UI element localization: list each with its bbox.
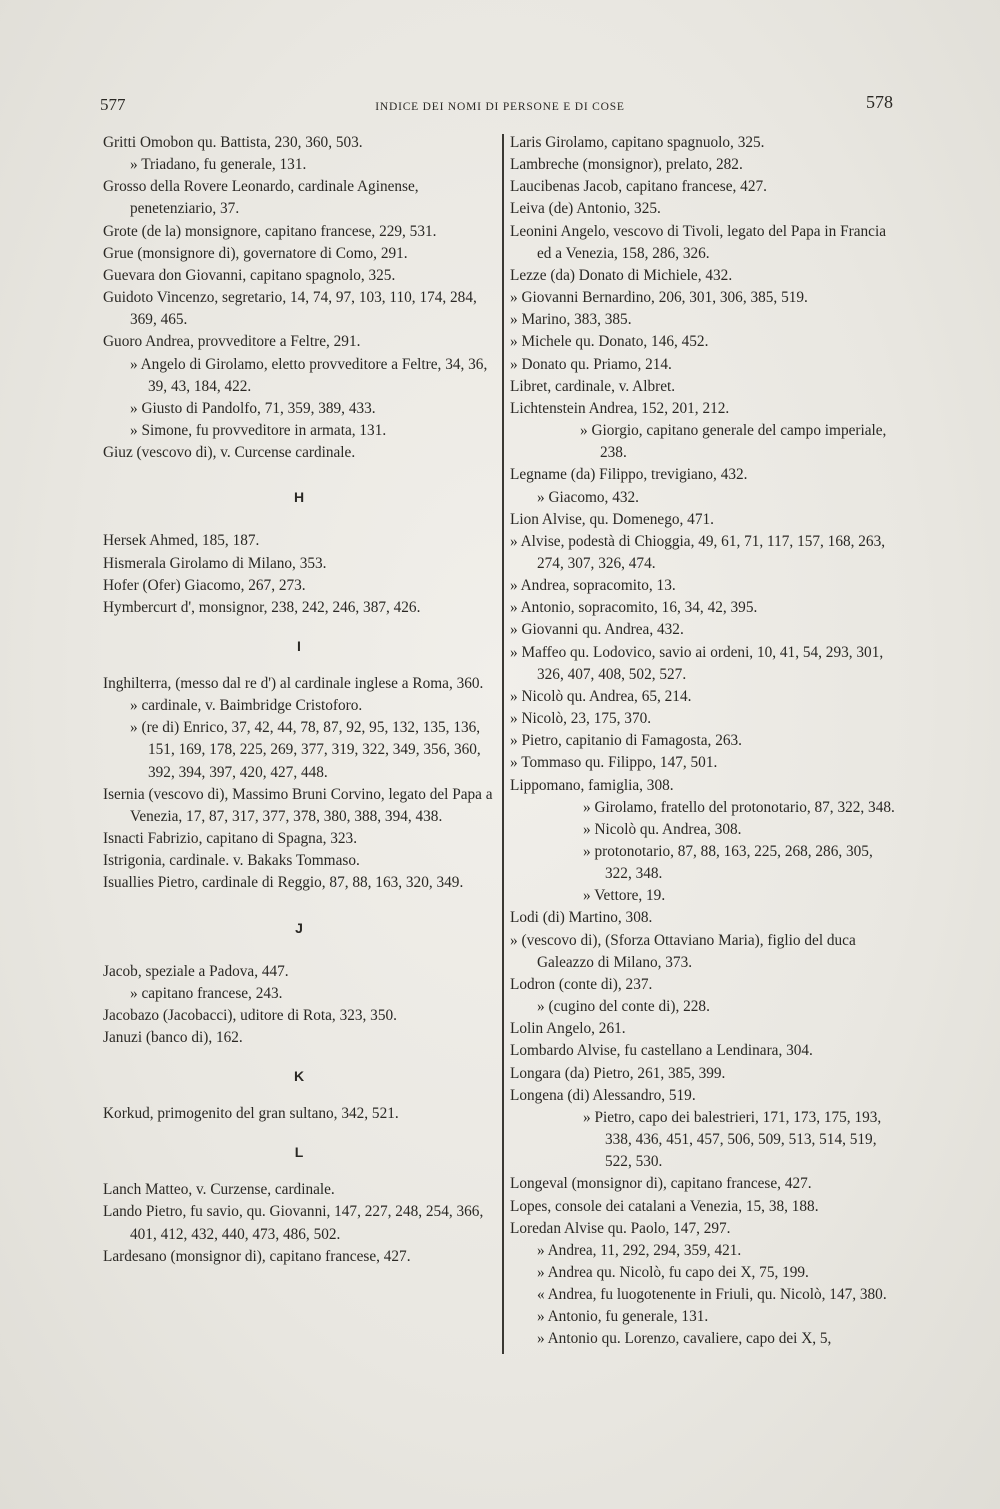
index-entry: Laris Girolamo, capitano spagnuolo, 325.: [510, 134, 765, 151]
index-entry: » Donato qu. Priamo, 214.: [510, 355, 672, 373]
index-entry: Longeval (monsignor di), capitano francese, 427.: [510, 1175, 812, 1193]
spacer: [103, 1125, 495, 1141]
index-entry: » Marino, 383, 385.: [510, 311, 632, 329]
index-entry: Longara (da) Pietro, 261, 385, 399.: [510, 1064, 726, 1082]
index-entry: » Girolamo, fratello del protonotario, 87, 322, 348.: [583, 798, 895, 816]
index-entry: » Michele qu. Donato, 146, 452.: [510, 333, 709, 351]
index-entry: » Antonio qu. Lorenzo, cavaliere, capo dei X, 5,: [537, 1330, 832, 1348]
index-entry: Lopes, console dei catalani a Venezia, 15, 38, 188.: [510, 1197, 819, 1215]
index-entry: » capitano francese, 243.: [130, 984, 283, 1002]
index-column-left: [103, 132, 495, 1268]
section-letter: I: [297, 637, 301, 654]
index-entry: » Giusto di Pandolfo, 71, 359, 389, 433.: [130, 399, 376, 417]
index-entry: » cardinale, v. Baimbridge Cristoforo.: [130, 697, 363, 715]
index-entry: » Tommaso qu. Filippo, 147, 501.: [510, 754, 718, 772]
index-entry: Lambreche (monsignor), prelato, 282.: [510, 156, 743, 174]
page-number-right: 578: [866, 92, 893, 112]
index-entry: Libret, cardinale, v. Albret.: [510, 377, 676, 395]
index-entry: Hersek Ahmed, 185, 187.: [103, 532, 260, 550]
index-entry: Lardesano (monsignor di), capitano francese, 427.: [103, 1247, 411, 1265]
column-divider: [502, 134, 504, 1354]
index-entry: Grue (monsignore di), governatore di Como, 291.: [103, 244, 408, 262]
index-entry: Guoro Andrea, provveditore a Feltre, 291.: [103, 333, 361, 351]
index-entry: Isernia (vescovo di), Massimo Bruni Corvino, legato del Papa a Venezia, 17, 87, 317, 377, 378, 380, 388, 394, 438.: [103, 785, 493, 825]
index-entry: » Antonio, fu generale, 131.: [537, 1308, 709, 1326]
section-letter: L: [294, 1144, 304, 1161]
index-entry: Giuz (vescovo di), v. Curcense cardinale.: [103, 444, 356, 462]
section-letter: H: [293, 489, 305, 506]
index-entry: Leiva (de) Antonio, 325.: [510, 200, 661, 218]
index-entry: » Nicolò qu. Andrea, 308.: [583, 820, 742, 838]
index-entry: » Giacomo, 432.: [537, 488, 639, 506]
index-entry: Guidoto Vincenzo, segretario, 14, 74, 97, 103, 110, 174, 284, 369, 465.: [103, 289, 477, 329]
index-entry: Isuallies Pietro, cardinale di Reggio, 87, 88, 163, 320, 349.: [103, 874, 464, 892]
index-entry: Jacob, speziale a Padova, 447.: [103, 962, 289, 980]
index-entry: Lombardo Alvise, fu castellano a Lendinara, 304.: [510, 1042, 813, 1060]
spacer: [103, 619, 495, 635]
index-entry: Lando Pietro, fu savio, qu. Giovanni, 147, 227, 248, 254, 366, 401, 412, 432, 440, 473, 486, 502.: [103, 1203, 484, 1243]
index-entry: Legname (da) Filippo, trevigiano, 432.: [510, 466, 748, 484]
index-entry: » Giorgio, capitano generale del campo imperiale, 238.: [580, 422, 887, 462]
index-entry: » (re di) Enrico, 37, 42, 44, 78, 87, 92, 95, 132, 135, 136, 151, 169, 178, 225, 269, 377, 319, 322, 349, 356, 360, 392, 394, 397, 420, 427, 448.: [130, 719, 481, 781]
index-entry: » Andrea, 11, 292, 294, 359, 421.: [537, 1241, 742, 1259]
index-entry: » protonotario, 87, 88, 163, 225, 268, 286, 305, 322, 348.: [583, 843, 873, 883]
index-entry: Longena (di) Alessandro, 519.: [510, 1086, 696, 1104]
index-entry: » Andrea qu. Nicolò, fu capo dei X, 75, 199.: [537, 1263, 809, 1281]
index-entry: » Nicolò, 23, 175, 370.: [510, 710, 652, 728]
spacer: [103, 464, 495, 486]
index-entry: Guevara don Giovanni, capitano spagnolo, 325.: [103, 266, 396, 284]
index-entry: » Giovanni qu. Andrea, 432.: [510, 621, 684, 639]
index-entry: » Andrea, sopracomito, 13.: [510, 577, 676, 595]
running-title: INDICE DEI NOMI DI PERSONE E DI COSE: [375, 101, 625, 113]
index-entry: Inghilterra, (messo dal re d') al cardinale inglese a Roma, 360.: [103, 674, 484, 692]
index-entry: » Vettore, 19.: [583, 887, 666, 905]
index-entry: » Pietro, capo dei balestrieri, 171, 173, 175, 193, 338, 436, 451, 457, 506, 509, 513, 514, 519, 522, 530.: [583, 1108, 882, 1171]
index-entry: Hofer (Ofer) Giacomo, 267, 273.: [103, 576, 306, 594]
spacer: [103, 895, 495, 917]
spacer: [103, 1049, 495, 1065]
index-entry: » Triadano, fu generale, 131.: [130, 156, 307, 174]
index-entry: Januzi (banco di), 162.: [103, 1029, 243, 1046]
index-entry: » (cugino del conte di), 228.: [537, 998, 710, 1016]
index-entry: » (vescovo di), (Sforza Ottaviano Maria), figlio del duca Galeazzo di Milano, 373.: [510, 931, 856, 971]
spacer: [103, 1163, 495, 1179]
spacer: [103, 657, 495, 673]
index-entry: Lippomano, famiglia, 308.: [510, 776, 674, 794]
index-entry: » Giovanni Bernardino, 206, 301, 306, 385, 519.: [510, 289, 808, 307]
index-entry: Korkud, primogenito del gran sultano, 342, 521.: [103, 1105, 399, 1123]
index-entry: Gritti Omobon qu. Battista, 230, 360, 503.: [103, 134, 363, 151]
index-entry: » Maffeo qu. Lodovico, savio ai ordeni, 10, 41, 54, 293, 301, 326, 407, 408, 502, 527.: [510, 643, 884, 683]
spacer: [103, 508, 495, 530]
index-entry: « Andrea, fu luogotenente in Friuli, qu. Nicolò, 147, 380.: [537, 1286, 887, 1304]
index-entry: Laucibenas Jacob, capitano francese, 427.: [510, 178, 767, 196]
index-entry: » Pietro, capitanio di Famagosta, 263.: [510, 732, 742, 750]
index-entry: » Alvise, podestà di Chioggia, 49, 61, 71, 117, 157, 168, 263, 274, 307, 326, 474.: [510, 532, 886, 572]
index-entry: Hymbercurt d', monsignor, 238, 242, 246, 387, 426.: [103, 598, 421, 616]
index-entry: Loredan Alvise qu. Paolo, 147, 297.: [510, 1219, 731, 1237]
spacer: [103, 1087, 495, 1103]
index-entry: Lichtenstein Andrea, 152, 201, 212.: [510, 399, 730, 417]
index-entry: Lodron (conte di), 237.: [510, 975, 653, 993]
index-entry: Lodi (di) Martino, 308.: [510, 909, 653, 927]
index-entry: Hismerala Girolamo di Milano, 353.: [103, 554, 327, 572]
spacer: [103, 939, 495, 961]
index-entry: Lolin Angelo, 261.: [510, 1020, 626, 1038]
section-letter: J: [295, 919, 303, 936]
section-letter: K: [293, 1068, 305, 1085]
index-entry: Jacobazo (Jacobacci), uditore di Rota, 323, 350.: [103, 1006, 397, 1024]
index-entry: Lezze (da) Donato di Michiele, 432.: [510, 266, 733, 284]
index-entry: Lanch Matteo, v. Curzense, cardinale.: [103, 1181, 335, 1199]
page-number-left: 577: [100, 95, 126, 114]
index-entry: Isnacti Fabrizio, capitano di Spagna, 323.: [103, 830, 358, 848]
index-entry: » Angelo di Girolamo, eletto provveditore a Feltre, 34, 36, 39, 43, 184, 422.: [130, 355, 488, 395]
index-entry: » Simone, fu provveditore in armata, 131.: [130, 422, 387, 440]
index-entry: Istrigonia, cardinale. v. Bakaks Tommaso.: [103, 852, 360, 870]
index-entry: » Nicolò qu. Andrea, 65, 214.: [510, 687, 692, 705]
index-entry: Lion Alvise, qu. Domenego, 471.: [510, 510, 714, 528]
index-entry: Leonini Angelo, vescovo di Tivoli, legato del Papa in Francia ed a Venezia, 158, 286, 326.: [510, 222, 886, 262]
index-entry: Grote (de la) monsignore, capitano francese, 229, 531.: [103, 222, 437, 240]
index-column-right: [510, 132, 903, 1351]
index-entry: Grosso della Rovere Leonardo, cardinale Aginense, penetenziario, 37.: [103, 178, 419, 218]
index-entry: » Antonio, sopracomito, 16, 34, 42, 395.: [510, 599, 758, 617]
